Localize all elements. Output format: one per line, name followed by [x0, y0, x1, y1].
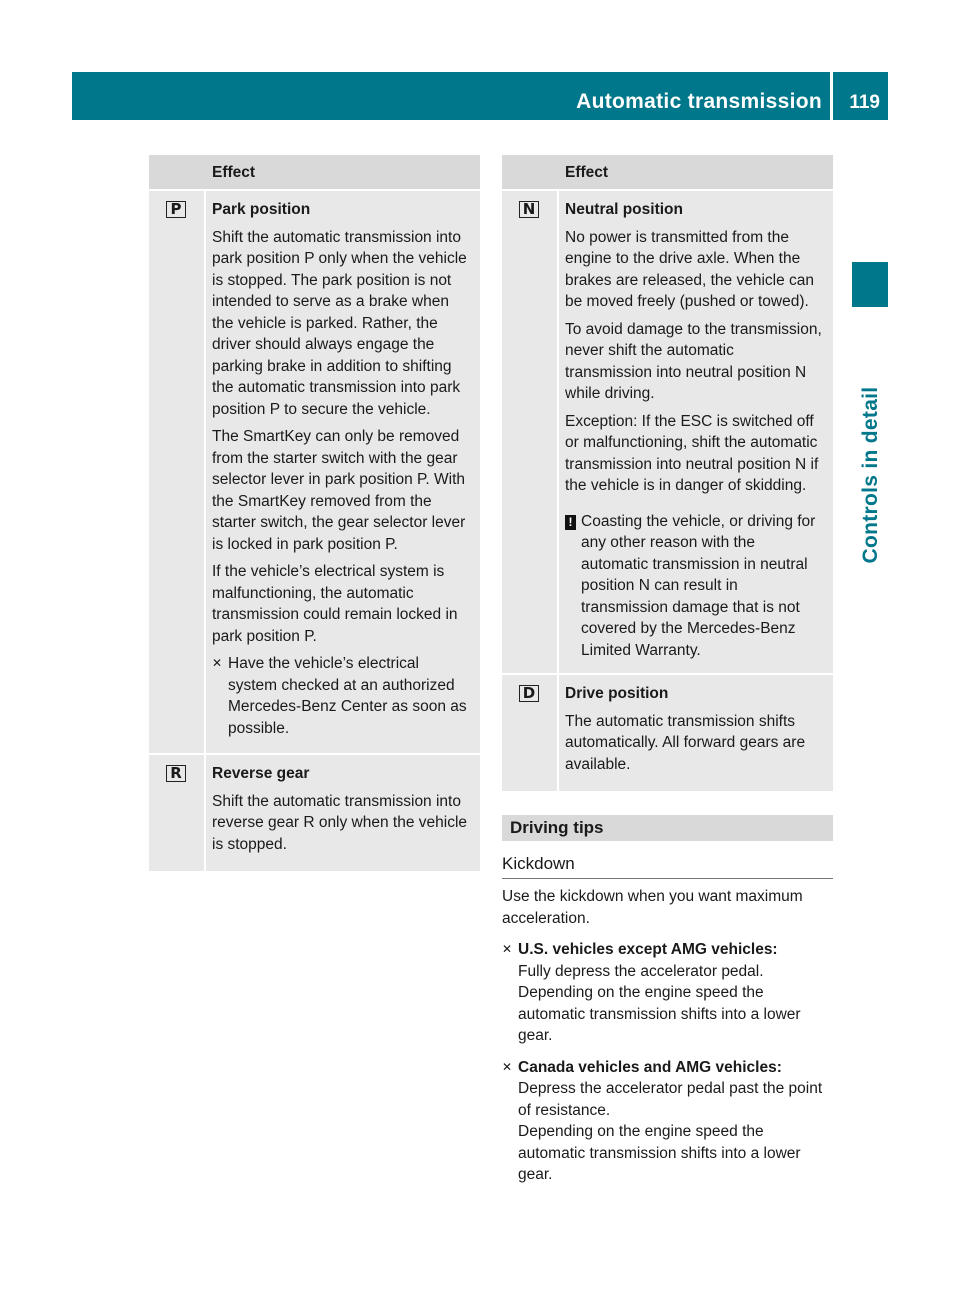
- table-row-park: [149, 189, 480, 753]
- effect-column-header: Effect: [212, 164, 256, 181]
- side-tab: [856, 320, 886, 630]
- side-tab-block: [852, 262, 888, 307]
- section-heading: [502, 815, 833, 841]
- row-paragraph: No power is transmitted from the engine to the drive axle. When the brakes are released, the vehicle can be moved freely (pushed or towed).: [565, 228, 815, 310]
- instruction-item: [502, 939, 833, 1047]
- table-header: [149, 155, 480, 189]
- right-effect-table: [502, 155, 833, 791]
- row-title: Park position: [212, 201, 311, 218]
- instruction-line: Depress the accelerator pedal past the point of resistance.: [518, 1080, 823, 1119]
- row-paragraph: To avoid damage to the transmission, never shift the automatic transmission into neutral position N while driving.: [565, 320, 822, 402]
- left-effect-table: [149, 155, 480, 871]
- note-text: Coasting the vehicle, or driving for any other reason with the automatic transmission in neutral position N can result in transmission damage that is not covered by the Mercedes-Benz Limited Warranty.: [581, 512, 816, 659]
- drive-position-icon: D: [519, 685, 539, 702]
- intro-paragraph: Use the kickdown when you want maximum acceleration.: [502, 888, 803, 927]
- kickdown-body: [502, 886, 833, 1196]
- instruction-line: Depending on the engine speed the automatic transmission shifts into a lower gear.: [518, 984, 801, 1044]
- action-bullet: [212, 653, 472, 739]
- action-arrow-icon: ✕: [502, 942, 513, 956]
- row-paragraph: Exception: If the ESC is switched off or malfunctioning, shift the automatic transmission into neutral position N if the vehicle is in danger of skidding.: [565, 412, 819, 494]
- park-position-icon: P: [166, 201, 186, 218]
- icon-cell: [502, 191, 559, 673]
- action-arrow-icon: ✕: [502, 1059, 513, 1074]
- effect-column-header: Effect: [565, 164, 609, 181]
- row-paragraph: Shift the automatic transmission into park position P only when the vehicle is stopped. The park position is not intended to serve as a brake when the vehicle is parked. Rather, the driver should always engage the parking brake in addition to shifting the automatic transmission into park position P to secure the vehicle.: [212, 228, 467, 418]
- side-tab-label: Controls in detail: [859, 386, 882, 564]
- action-arrow-icon: ✕: [212, 656, 223, 670]
- warning-icon: !: [565, 515, 576, 530]
- instruction-label: Canada vehicles and AMG vehicles:: [518, 1058, 782, 1076]
- table-row-drive: [502, 673, 833, 791]
- section-heading-label: Driving tips: [510, 818, 604, 837]
- bullet-text: Have the vehicle’s electrical system checked at an authorized Mercedes-Benz Center as soon as possible.: [228, 655, 467, 737]
- table-row-neutral: [502, 189, 833, 673]
- row-title: Reverse gear: [212, 765, 310, 782]
- table-row-reverse: [149, 753, 480, 871]
- damage-note: [565, 511, 825, 662]
- row-title: Neutral position: [565, 201, 683, 218]
- header-bar: [72, 72, 888, 120]
- icon-cell: [149, 191, 206, 753]
- header-divider: [830, 72, 833, 120]
- row-paragraph: If the vehicle’s electrical system is malfunctioning, the automatic transmission could remain locked in park position P.: [212, 563, 458, 645]
- page-title: Automatic transmission: [576, 90, 822, 113]
- instruction-label: U.S. vehicles except AMG vehicles:: [518, 941, 778, 958]
- instruction-line: Fully depress the accelerator pedal.: [518, 962, 764, 980]
- reverse-gear-icon: R: [166, 765, 186, 782]
- table-header: [502, 155, 833, 189]
- icon-cell: [502, 675, 559, 791]
- subheading-kickdown: Kickdown: [502, 852, 833, 879]
- instruction-item: [502, 1057, 833, 1186]
- row-paragraph: The automatic transmission shifts automatically. All forward gears are available.: [565, 712, 806, 773]
- row-paragraph: Shift the automatic transmission into reverse gear R only when the vehicle is stopped.: [212, 792, 468, 853]
- page-number: 119: [849, 92, 880, 113]
- row-paragraph: The SmartKey can only be removed from the starter switch with the gear selector lever in park position P. With the SmartKey removed from the starter switch, the gear selector lever is locked in park position P.: [212, 428, 466, 553]
- instruction-line: Depending on the engine speed the automatic transmission shifts into a lower gear.: [518, 1123, 801, 1183]
- row-title: Drive position: [565, 685, 669, 702]
- icon-cell: [149, 755, 206, 871]
- neutral-position-icon: N: [519, 201, 539, 218]
